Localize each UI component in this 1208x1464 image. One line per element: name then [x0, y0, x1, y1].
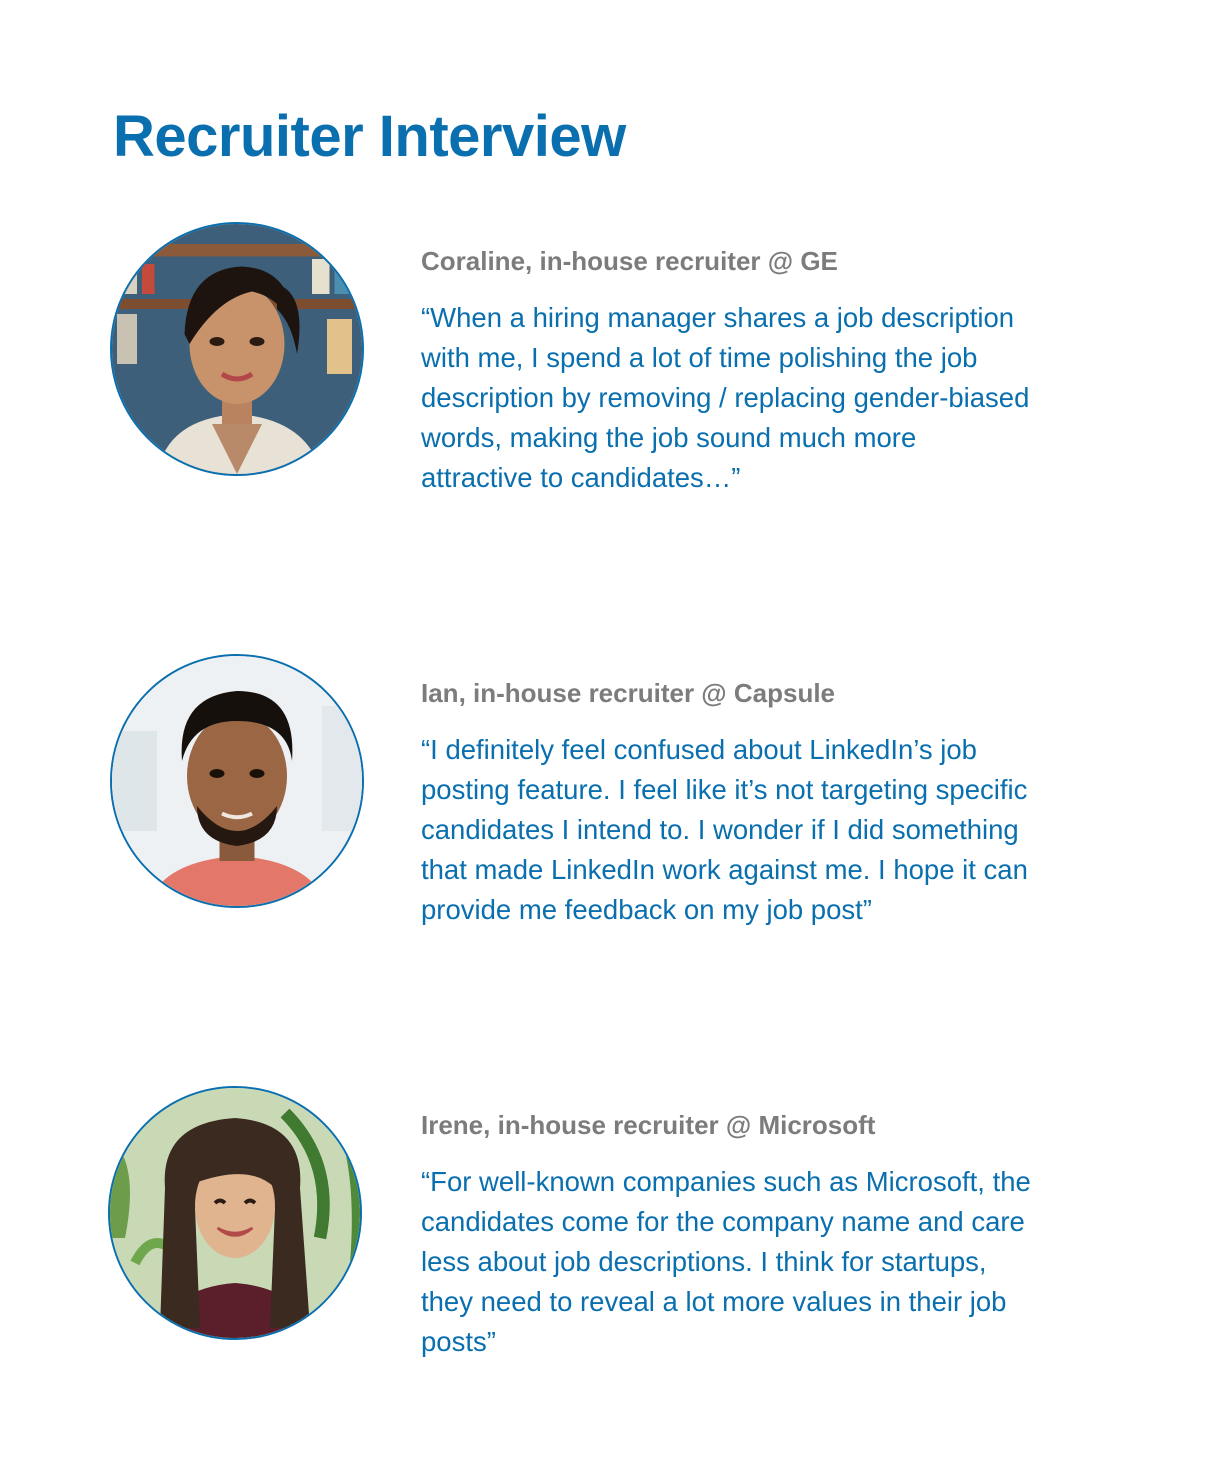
quote-line: less about job descriptions. I think for startups, — [421, 1246, 987, 1277]
interview-quote — [421, 730, 1111, 930]
quote-line: “I definitely feel confused about LinkedIn’s job — [421, 734, 977, 765]
portrait-irene-image — [110, 1088, 360, 1338]
page-title: Recruiter Interview — [113, 104, 626, 169]
quote-line: they need to reveal a lot more values in their job — [421, 1286, 1007, 1317]
interviewee-name: Coraline, in-house recruiter @ GE — [421, 246, 838, 276]
avatar-irene — [108, 1086, 362, 1340]
avatar-coraline — [110, 222, 364, 476]
quote-line: provide me feedback on my job post” — [421, 894, 872, 925]
portrait-coraline-image — [112, 224, 362, 474]
portrait-ian-image — [112, 656, 362, 906]
quote-line: “For well-known companies such as Microsoft, the — [421, 1166, 1031, 1197]
quote-line: posting feature. I feel like it’s not targeting specific — [421, 774, 1028, 805]
quote-line: attractive to candidates…” — [421, 462, 741, 493]
quote-line: candidates I intend to. I wonder if I did something — [421, 814, 1019, 845]
avatar-ian — [110, 654, 364, 908]
quote-line: “When a hiring manager shares a job description — [421, 302, 1015, 333]
interview-quote — [421, 1162, 1111, 1362]
interviewee-name: Irene, in-house recruiter @ Microsoft — [421, 1110, 876, 1140]
quote-line: description by removing / replacing gender-biased — [421, 382, 1030, 413]
quote-line: words, making the job sound much more — [421, 422, 917, 453]
quote-line: with me, I spend a lot of time polishing the job — [421, 342, 978, 373]
quote-line: candidates come for the company name and care — [421, 1206, 1025, 1237]
quote-line: that made LinkedIn work against me. I hope it can — [421, 854, 1028, 885]
quote-line: posts” — [421, 1326, 496, 1357]
interview-quote — [421, 298, 1111, 498]
interviewee-name: Ian, in-house recruiter @ Capsule — [421, 678, 836, 708]
